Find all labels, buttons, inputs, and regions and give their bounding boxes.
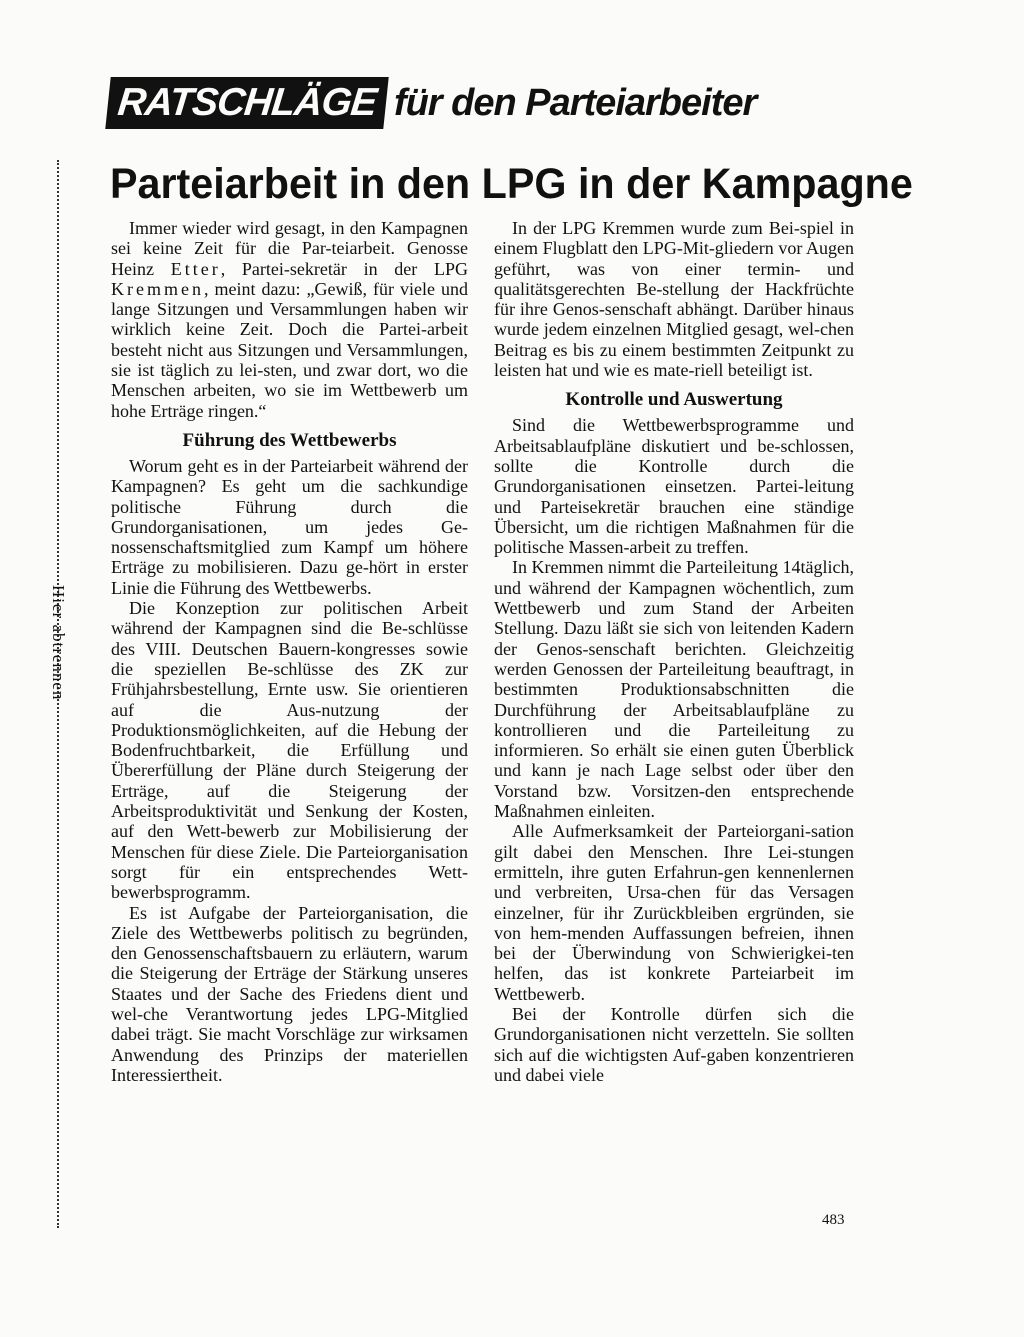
paragraph: Bei der Kontrolle dürfen sich die Grundorganisationen nicht verzetteln. Sie sollten sich auf die wichtigsten Auf-gaben konzentrieren und dabei viele <box>494 1003 854 1085</box>
section-heading-kontrolle: Kontrolle und Auswertung <box>565 389 783 411</box>
paragraph: Sind die Wettbewerbsprogramme und Arbeitsablaufpläne diskutiert und be-schlossen, sollte die Kontrolle durch die Grundorganisationen einsetzen. Partei-leitung und Parteisekretär brauchen eine ständige Übersicht, um die richtigen Maßnahmen für die politische Massen-arbeit zu treffen. <box>494 415 854 558</box>
cut-here-note: Hier abtrennen <box>49 585 68 701</box>
section-heading-wettbewerb: Führung des Wettbewerbs <box>182 429 397 451</box>
paragraph: Es ist Aufgabe der Parteiorganisation, die Ziele des Wettbewerbs politisch zu begründen, den Genossenschaftsbauern zu erläutern, warum die Steigerung der Erträge der Stärkung unseres Staates und der Sache des Friedens dient und wel-che Verantwortung jedes LPG-Mitglied dabei trägt. Sie macht Vorschläge zur wirksamen Anwendung des Prinzips der materiellen Interessiertheit. <box>111 902 468 1085</box>
left-column <box>111 218 468 1085</box>
paragraph: In Kremmen nimmt die Parteileitung 14täglich, und während der Kampagnen wöchentlich, zum Wettbewerb und zum Stand der Arbeiten Stellung. Dazu läßt sie sich von leitenden Kadern der Genos-senschaft berichten. Gleichzeitig werden Genossen der Parteileitung beauftragt, in bestimmten Produktionsabschnitten die Durchführung der Arbeitsablaufpläne zu kontrollieren und die Parteileitung zu informieren. So erhält sie einen guten Überblick und kann je nach Lage selbst oder über den Vorstand bzw. Vorsitzen-den entsprechende Maßnahmen einleiten. <box>494 557 854 822</box>
intro-text-part-3: , meint dazu: „Gewiß, für viele und lange Sitzungen und Versammlungen haben wir wirklich keine Zeit. Doch die Partei-arbeit besteht nicht aus Sitzungen und Versammlungen, sie ist täglich zu lei-sten, und zwar dort, wo die Menschen arbeiten, wo sie im Wettbewerb um hohe Erträge ringen.“ <box>111 278 468 421</box>
paragraph: In der LPG Kremmen wurde zum Bei-spiel in einem Flugblatt den LPG-Mit-gliedern vor Augen geführt, was von einer termin- und qualitätsgerechten Be-stellung der Hackfrüchte für ihre Genos-senschaft abhängt. Darüber hinaus wurde jedem einzelnen Mitglied gesagt, wel-chen Beitrag es bis zu einem bestimmten Zeitpunkt zu leisten hat und wie es mate-riell beteiligt ist. <box>494 218 854 381</box>
intro-person-name: Etter <box>170 258 221 279</box>
intro-text-part-1: Immer wieder wird gesagt, in den Kampagnen sei keine Zeit für die Par-teiarbeit. Genosse Heinz <box>111 218 468 279</box>
right-column <box>494 218 854 1085</box>
rubric-boxed-word: RATSCHLÄGE <box>105 77 388 129</box>
intro-place-name: Kremmen <box>111 278 204 299</box>
paragraph: Worum geht es in der Parteiarbeit während der Kampagnen? Es geht um die sachkundige politische Führung durch die Grundorganisationen, um jedes Ge-nossenschaftsmitglied zum Kampf um höhere Erträge zu mobilisieren. Dazu ge-hört in erster Linie die Führung des Wettbewerbs. <box>111 455 468 598</box>
page-number: 483 <box>822 1212 845 1228</box>
paragraph: Die Konzeption zur politischen Arbeit während der Kampagnen sind die Be-schlüsse des VIII. Deutschen Bauern-kongresses sowie die speziellen Be-schlüsse des ZK zur Frühjahrsbestellung, Ernte usw. Sie orientieren auf die Aus-nutzung der Produktionsmöglichkeiten, auf die Hebung der Bodenfruchtbarkeit, die Erfüllung und Übererfüllung der Pläne durch Steigerung der Erträge, auf die Steigerung der Arbeitsproduktivität und Senkung der Kosten, auf den Wett-bewerb zur Mobilisierung der Menschen für diese Ziele. Die Parteiorganisation sorgt für ein entsprechendes Wett-bewerbsprogramm. <box>111 598 468 903</box>
rubric-subtitle: für den Parteiarbeiter <box>393 82 757 124</box>
paragraph: Alle Aufmerksamkeit der Parteiorgani-sation gilt dabei den Menschen. Ihre Lei-stungen ermitteln, ihre guten Erfahrun-gen kennenlernen und verbreiten, Ursa-chen für das Versagen einzelner, für ihr Zurückbleiben ergründen, sie von hem-menden Auffassungen befreien, ihnen bei der Überwindung von Schwierigkei-ten helfen, das ist konkrete Parteiarbeit im Wettbewerb. <box>494 821 854 1004</box>
intro-text-part-2: , Partei-sekretär in der LPG <box>220 258 468 279</box>
rubric-header <box>108 72 756 134</box>
intro-paragraph <box>111 218 468 421</box>
article-headline: Parteiarbeit in den LPG in der Kampagne <box>110 160 913 208</box>
